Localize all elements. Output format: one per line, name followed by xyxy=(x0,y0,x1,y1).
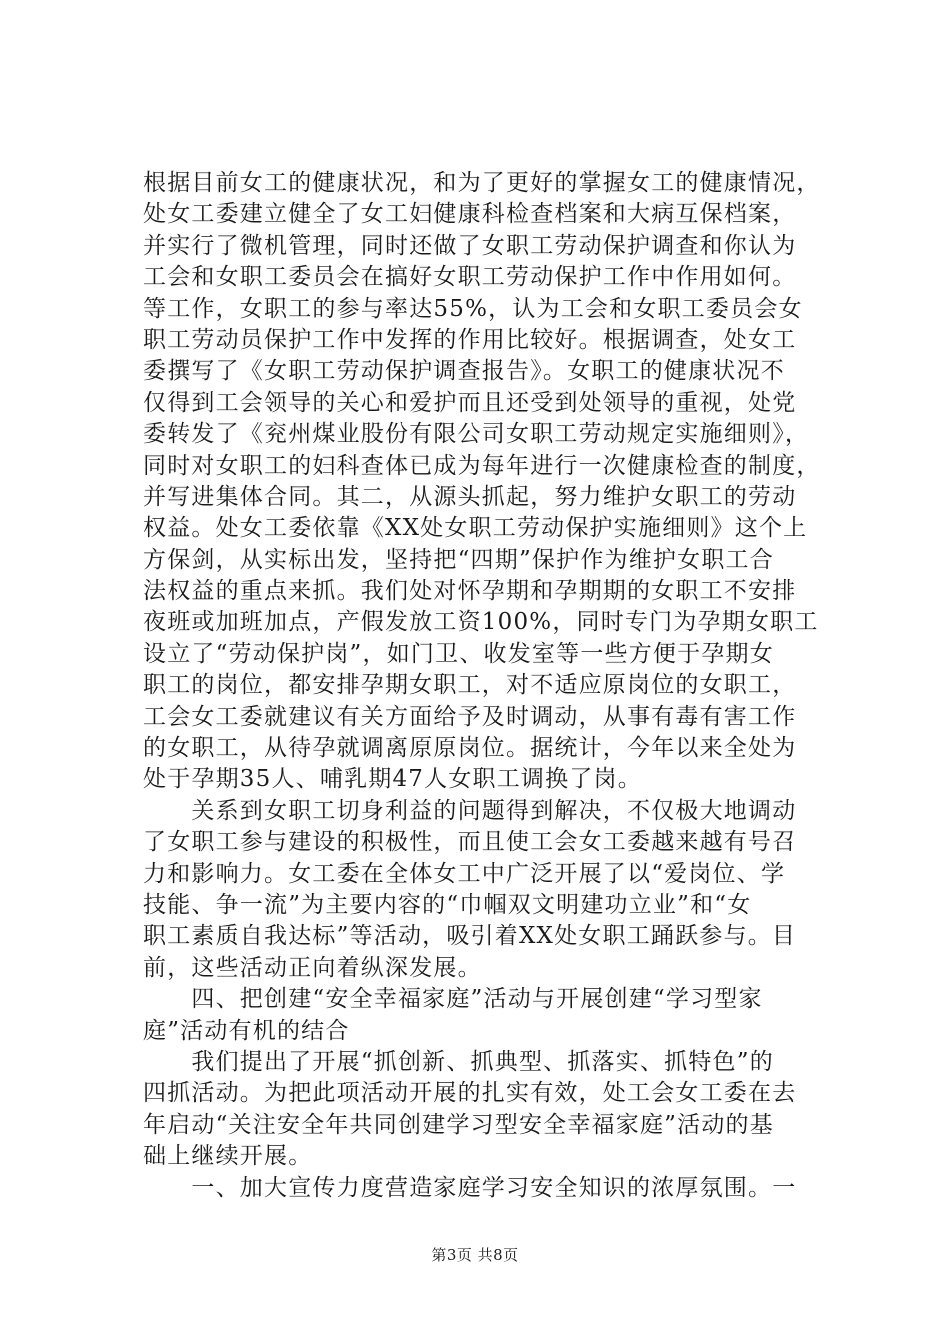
body-text xyxy=(143,168,833,1204)
text-line: 了女职工参与建设的积极性，而且使工会女工委越来越有号召 xyxy=(143,829,797,856)
text-line: 职工劳动员保护工作中发挥的作用比较好。根据调查，处女工 xyxy=(143,326,797,353)
page-number: 第3页 共8页 xyxy=(431,1246,519,1264)
text-line: 权益。处女工委依靠《XX处女职工劳动保护实施细则》这个上 xyxy=(143,515,808,542)
text-line: 设立了“劳动保护岗”，如门卫、收发室等一些方便于孕期女 xyxy=(143,640,774,667)
paragraph-start-line: 我们提出了开展“抓创新、抓典型、抓落实、抓特色”的 xyxy=(143,1048,774,1075)
text-line: 的女职工，从待孕就调离原原岗位。据统计，今年以来全处为 xyxy=(143,735,797,762)
text-line: 等工作，女职工的参与率达55%，认为工会和女职工委员会女 xyxy=(143,295,803,322)
text-line: 委转发了《兖州煤业股份有限公司女职工劳动规定实施细则》， xyxy=(143,421,810,448)
text-line: 夜班或加班加点，产假发放工资100%，同时专门为孕期女职工 xyxy=(143,609,819,636)
text-line: 工会和女职工委员会在搞好女职工劳动保护工作中作用如何。 xyxy=(143,264,797,291)
text-line: 力和影响力。女工委在全体女工中广泛开展了以“爱岗位、学 xyxy=(143,860,786,887)
text-line: 前，这些活动正向着纵深发展。 xyxy=(143,954,482,981)
text-line: 职工素质自我达标”等活动，吸引着XX处女职工踊跃参与。目 xyxy=(143,923,797,950)
text-line: 四抓活动。为把此项活动开展的扎实有效，处工会女工委在去 xyxy=(143,1080,797,1107)
paragraph-start-line: 一、加大宣传力度营造家庭学习安全知识的浓厚氛围。一 xyxy=(143,1174,797,1201)
text-line: 技能、争一流”为主要内容的“巾帼双文明建功立业”和“女 xyxy=(143,891,752,918)
text-line: 同时对女职工的妇科查体已成为每年进行一次健康检查的制度， xyxy=(143,452,821,479)
paragraph-start-line: 关系到女职工切身利益的问题得到解决，不仅极大地调动 xyxy=(143,797,797,824)
text-line: 职工的岗位，都安排孕期女职工，对不适应原岗位的女职工， xyxy=(143,672,797,699)
page-footer xyxy=(0,1244,950,1265)
text-line: 工会女工委就建议有关方面给予及时调动，从事有毒有害工作 xyxy=(143,703,797,730)
text-line: 并实行了微机管理，同时还做了女职工劳动保护调查和你认为 xyxy=(143,232,797,259)
text-line: 础上继续开展。 xyxy=(143,1143,313,1170)
section-heading-line: 四、把创建“安全幸福家庭”活动与开展创建“学习型家 xyxy=(143,986,763,1013)
text-line: 法权益的重点来抓。我们处对怀孕期和孕期期的女职工不安排 xyxy=(143,578,797,605)
text-line: 方保剑，从实标出发，坚持把“四期”保护作为维护女职工合 xyxy=(143,546,774,573)
section-heading-line: 庭”活动有机的结合 xyxy=(143,1017,350,1044)
text-line: 年启动“关注安全年共同创建学习型安全幸福家庭”活动的基 xyxy=(143,1111,774,1138)
text-line: 处女工委建立健全了女工妇健康科检查档案和大病互保档案， xyxy=(143,201,797,228)
text-line: 并写进集体合同。其二，从源头抓起，努力维护女职工的劳动 xyxy=(143,483,797,510)
text-line: 处于孕期35人、哺乳期47人女职工调换了岗。 xyxy=(143,766,642,793)
text-line: 仅得到工会领导的关心和爱护而且还受到处领导的重视，处党 xyxy=(143,389,797,416)
text-line: 委撰写了《女职工劳动保护调查报告》。女职工的健康状况不 xyxy=(143,358,785,385)
text-line: 根据目前女工的健康状况，和为了更好的掌握女工的健康情况， xyxy=(143,170,821,196)
